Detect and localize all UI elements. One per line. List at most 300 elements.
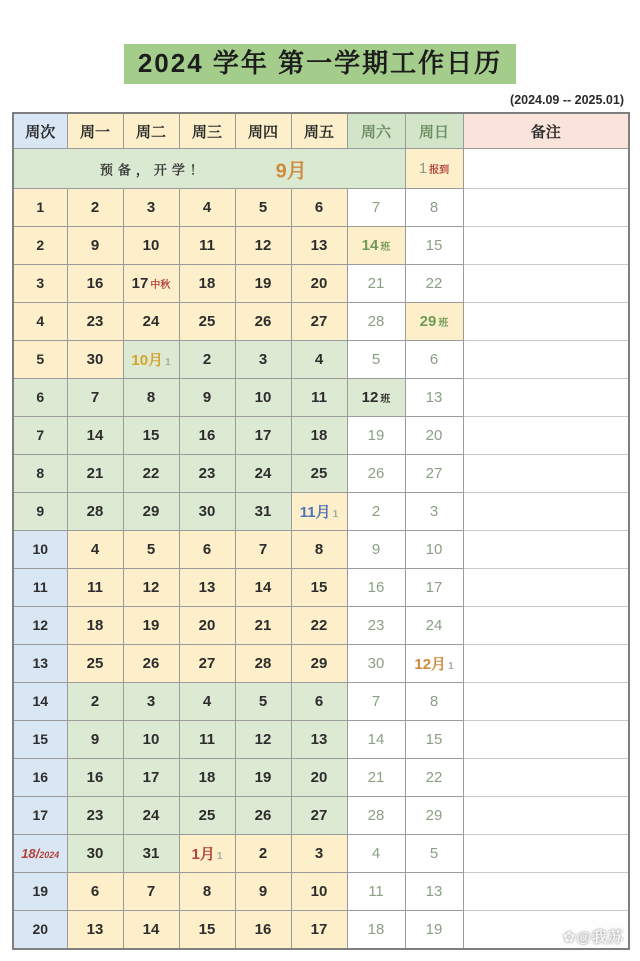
date-cell-saturday [347, 189, 405, 227]
date-cell-sunday [405, 531, 463, 569]
date-cell [67, 721, 123, 759]
week-number-cell [13, 835, 67, 873]
date-cell-sunday [405, 721, 463, 759]
week-row [13, 911, 629, 949]
date-cell-sunday [405, 873, 463, 911]
date-cell [235, 569, 291, 607]
week-row [13, 265, 629, 303]
note-cell [463, 227, 629, 265]
week-row [13, 569, 629, 607]
date-text: 8 [146, 388, 156, 406]
note-cell [463, 721, 629, 759]
date-cell [179, 797, 235, 835]
date-cell-sunday [405, 227, 463, 265]
date-text: 29 [419, 312, 437, 330]
date-cell [123, 873, 179, 911]
date-text: 20 [310, 274, 328, 292]
week-row [13, 645, 629, 683]
date-text: 2 [90, 198, 100, 216]
date-cell [179, 189, 235, 227]
date-text: 14 [142, 920, 160, 938]
date-cell [235, 227, 291, 265]
week-number-cell [13, 189, 67, 227]
note-cell [463, 149, 629, 189]
date-text: 11 [87, 578, 103, 596]
date-cell [235, 797, 291, 835]
date-cell-sunday [405, 417, 463, 455]
week-number-cell [13, 797, 67, 835]
date-text: 31 [254, 502, 272, 520]
date-annotation: 1 [216, 851, 223, 863]
date-cell [67, 189, 123, 227]
date-cell [67, 341, 123, 379]
date-text: 2 [371, 502, 381, 520]
date-cell-saturday [347, 721, 405, 759]
date-text: 23 [86, 806, 104, 824]
date-text: 23 [86, 312, 104, 330]
week-number-cell [13, 265, 67, 303]
date-text: 3 [36, 274, 45, 291]
date-text: 22 [142, 464, 160, 482]
date-cell-sunday [405, 569, 463, 607]
watermark-text: @我苏 [576, 929, 624, 946]
date-cell-sunday [405, 911, 463, 949]
date-text: 8 [314, 540, 324, 558]
column-header-周五: 周五 [291, 113, 347, 149]
date-text: 10 [32, 540, 49, 557]
date-cell [179, 607, 235, 645]
date-text: 13 [425, 882, 443, 900]
week-number-cell [13, 569, 67, 607]
date-text: 23 [367, 616, 385, 634]
date-text: 26 [254, 312, 272, 330]
date-cell-sunday [405, 683, 463, 721]
column-header-周日: 周日 [405, 113, 463, 149]
date-cell-sunday [405, 493, 463, 531]
date-text: 29 [142, 502, 160, 520]
date-cell [67, 645, 123, 683]
week-number-cell [13, 911, 67, 949]
date-cell [179, 721, 235, 759]
date-cell [291, 341, 347, 379]
date-text: 20 [425, 426, 443, 444]
date-text: 5 [429, 844, 439, 862]
date-text: 5 [258, 198, 268, 216]
date-cell [67, 569, 123, 607]
date-text: 11 [311, 388, 327, 406]
date-text: 2 [258, 844, 268, 862]
date-cell [67, 683, 123, 721]
date-text: 14 [86, 426, 104, 444]
date-text: 25 [310, 464, 328, 482]
date-cell [291, 683, 347, 721]
date-text: 10月 [131, 352, 164, 370]
note-cell [463, 759, 629, 797]
date-text: 6 [36, 388, 45, 405]
date-text: 25 [86, 654, 104, 672]
date-cell [291, 911, 347, 949]
note-cell [463, 189, 629, 227]
week-number-cell [13, 759, 67, 797]
note-cell [463, 379, 629, 417]
date-text: 6 [202, 540, 212, 558]
date-text: 10 [142, 730, 160, 748]
date-text: 21 [367, 768, 385, 786]
date-text: 12 [361, 388, 379, 406]
week-row [13, 455, 629, 493]
date-cell [179, 227, 235, 265]
date-text: 24 [425, 616, 443, 634]
date-text: 3 [314, 844, 324, 862]
date-annotation: 1 [448, 661, 454, 673]
date-text: 19 [32, 882, 49, 899]
date-text: 22 [310, 616, 328, 634]
date-cell [67, 873, 123, 911]
date-text: 22 [425, 274, 443, 292]
week-row [13, 759, 629, 797]
date-text: 9 [258, 882, 268, 900]
date-cell [179, 265, 235, 303]
date-range-subtitle: (2024.09 -- 2025.01) [510, 92, 624, 107]
date-cell-saturday [347, 911, 405, 949]
date-cell [123, 189, 179, 227]
week-number-cell [13, 645, 67, 683]
date-text: 7 [371, 692, 381, 710]
date-text: 11 [368, 882, 384, 900]
date-cell [179, 835, 235, 873]
date-cell [67, 911, 123, 949]
date-cell-sunday [405, 835, 463, 873]
date-text: 26 [367, 464, 385, 482]
date-text: 31 [142, 844, 160, 862]
date-text: 1月 [191, 846, 215, 864]
date-text: 5 [371, 350, 381, 368]
date-annotation: 中秋 [150, 279, 171, 291]
date-cell [179, 493, 235, 531]
date-cell-saturday [347, 341, 405, 379]
week-number-cell [13, 721, 67, 759]
date-text: 13 [32, 654, 49, 671]
date-cell [179, 911, 235, 949]
week-row [13, 303, 629, 341]
date-cell-saturday [347, 227, 405, 265]
date-cell [291, 417, 347, 455]
week-row [13, 379, 629, 417]
date-cell [291, 569, 347, 607]
date-cell [291, 873, 347, 911]
date-cell [67, 493, 123, 531]
date-text: 20 [32, 920, 49, 937]
calendar-table [12, 112, 630, 950]
column-header-周三: 周三 [179, 113, 235, 149]
date-cell-saturday [347, 607, 405, 645]
date-cell [123, 341, 179, 379]
date-text: 10 [254, 388, 272, 406]
date-cell [67, 797, 123, 835]
date-cell [291, 607, 347, 645]
date-text: 10 [310, 882, 328, 900]
date-text: 15 [32, 730, 49, 747]
date-text: 4 [202, 198, 212, 216]
week-row [13, 227, 629, 265]
date-cell [67, 303, 123, 341]
date-text: 3 [429, 502, 439, 520]
date-cell-sunday [405, 149, 463, 189]
date-cell [291, 493, 347, 531]
date-cell-sunday [405, 189, 463, 227]
date-text: 11月 [299, 504, 331, 522]
date-text: 4 [90, 540, 100, 558]
date-text: 5 [258, 692, 268, 710]
column-header-周六: 周六 [347, 113, 405, 149]
note-cell [463, 873, 629, 911]
week-row [13, 493, 629, 531]
date-text: 2 [36, 236, 45, 253]
note-cell [463, 797, 629, 835]
week-row [13, 531, 629, 569]
date-text: 30 [198, 502, 216, 520]
date-text: 16 [32, 768, 49, 785]
date-annotation: 报到 [429, 164, 450, 176]
date-cell [123, 455, 179, 493]
column-header-周四: 周四 [235, 113, 291, 149]
date-text: 27 [310, 312, 328, 330]
date-text: 21 [367, 274, 385, 292]
date-cell [67, 759, 123, 797]
date-text: 29 [425, 806, 443, 824]
week-number-cell [13, 341, 67, 379]
date-text: 28 [86, 502, 104, 520]
week-number-cell [13, 303, 67, 341]
date-cell [291, 189, 347, 227]
date-cell [291, 303, 347, 341]
date-cell [179, 303, 235, 341]
date-cell-sunday [405, 379, 463, 417]
date-text: 6 [314, 692, 324, 710]
date-text: 8 [36, 464, 45, 481]
date-text: 11 [199, 730, 215, 748]
wosu-logo-icon: ✿ [562, 929, 577, 946]
week-row [13, 721, 629, 759]
date-cell [235, 607, 291, 645]
date-cell [235, 911, 291, 949]
date-text: 4 [36, 312, 45, 329]
date-text: 2 [202, 350, 212, 368]
date-text: 27 [198, 654, 216, 672]
note-cell [463, 303, 629, 341]
date-text: 18 [198, 274, 216, 292]
date-text: 13 [86, 920, 104, 938]
date-text: 2 [90, 692, 100, 710]
column-header-备注: 备注 [463, 113, 629, 149]
date-text: 14 [367, 730, 385, 748]
date-cell [67, 607, 123, 645]
date-cell [67, 417, 123, 455]
date-cell [291, 379, 347, 417]
date-cell [235, 531, 291, 569]
date-text: 6 [314, 198, 324, 216]
note-cell [463, 417, 629, 455]
date-cell [235, 303, 291, 341]
date-cell [235, 417, 291, 455]
date-text: 19 [254, 768, 272, 786]
date-text: 15 [425, 730, 443, 748]
date-text: 19 [254, 274, 272, 292]
date-cell [123, 797, 179, 835]
date-text: 26 [254, 806, 272, 824]
date-text: 12 [254, 730, 272, 748]
date-text: 26 [142, 654, 160, 672]
date-cell [291, 759, 347, 797]
week-row [13, 835, 629, 873]
week-number-cell [13, 683, 67, 721]
date-text: 12月 [414, 656, 447, 674]
page-title: 2024 学年 第一学期工作日历 [124, 44, 516, 84]
date-cell [123, 379, 179, 417]
date-text: 6 [90, 882, 100, 900]
date-text: 19 [425, 920, 443, 938]
date-text: 28 [254, 654, 272, 672]
date-text: 9 [90, 236, 100, 254]
date-text: 12 [32, 616, 49, 633]
date-cell [179, 683, 235, 721]
date-cell [123, 569, 179, 607]
date-text: 8 [429, 692, 439, 710]
date-text: 1 [418, 159, 428, 177]
week-number-cell [13, 493, 67, 531]
date-cell [291, 531, 347, 569]
date-text: 8 [429, 198, 439, 216]
week-number-cell [13, 607, 67, 645]
date-cell [179, 341, 235, 379]
date-cell [179, 379, 235, 417]
date-text: 3 [258, 350, 268, 368]
date-text: 17 [310, 920, 328, 938]
date-text: 17 [425, 578, 443, 596]
banner-note-text: 预备，开学！ [99, 162, 208, 178]
date-text: 11 [199, 236, 215, 254]
date-cell [235, 341, 291, 379]
date-text: 6 [429, 350, 439, 368]
note-cell [463, 455, 629, 493]
note-cell [463, 531, 629, 569]
date-text: 9 [202, 388, 212, 406]
date-cell [123, 721, 179, 759]
week-number-cell [13, 417, 67, 455]
date-cell [67, 379, 123, 417]
date-cell [291, 645, 347, 683]
date-text: 17 [131, 274, 149, 292]
date-cell [123, 531, 179, 569]
date-cell [179, 569, 235, 607]
date-text: 15 [310, 578, 328, 596]
date-text: 3 [146, 692, 156, 710]
date-cell-saturday [347, 265, 405, 303]
date-text: 18 [86, 616, 104, 634]
note-cell [463, 265, 629, 303]
date-text: 18 [198, 768, 216, 786]
date-text: 22 [425, 768, 443, 786]
date-cell [123, 759, 179, 797]
week-row [13, 797, 629, 835]
date-cell [235, 455, 291, 493]
date-text: 17 [142, 768, 160, 786]
date-cell-saturday [347, 531, 405, 569]
date-annotation: 2024 [39, 849, 60, 860]
date-text: 7 [371, 198, 381, 216]
date-text: 4 [202, 692, 212, 710]
date-cell [235, 493, 291, 531]
date-annotation: 班 [438, 317, 449, 329]
note-cell [463, 607, 629, 645]
note-cell [463, 341, 629, 379]
date-text: 24 [254, 464, 272, 482]
week-row [13, 607, 629, 645]
date-text: 25 [198, 312, 216, 330]
date-cell-saturday [347, 379, 405, 417]
date-cell [123, 303, 179, 341]
week-number-cell [13, 227, 67, 265]
date-text: 12 [142, 578, 160, 596]
date-text: 18 [310, 426, 328, 444]
date-text: 4 [314, 350, 324, 368]
date-cell-saturday [347, 569, 405, 607]
note-cell [463, 493, 629, 531]
date-text: 30 [86, 350, 104, 368]
week-row [13, 683, 629, 721]
date-text: 27 [310, 806, 328, 824]
date-cell [67, 531, 123, 569]
note-cell [463, 683, 629, 721]
date-cell [291, 835, 347, 873]
week-number-cell [13, 531, 67, 569]
date-text: 13 [310, 236, 328, 254]
date-cell [235, 189, 291, 227]
date-text: 17 [32, 806, 49, 823]
date-text: 20 [198, 616, 216, 634]
date-text: 30 [86, 844, 104, 862]
date-annotation: 1 [165, 357, 171, 369]
date-text: 25 [198, 806, 216, 824]
note-cell [463, 835, 629, 873]
date-cell [123, 417, 179, 455]
date-annotation: 班 [380, 241, 391, 253]
date-text: 15 [425, 236, 443, 254]
date-text: 17 [254, 426, 272, 444]
date-text: 15 [198, 920, 216, 938]
date-cell [179, 873, 235, 911]
watermark [563, 926, 624, 947]
date-text: 7 [146, 882, 156, 900]
date-text: 7 [36, 426, 45, 443]
date-cell [291, 721, 347, 759]
column-header-周二: 周二 [123, 113, 179, 149]
date-text: 14 [32, 692, 49, 709]
calendar-body [13, 149, 629, 949]
date-text: 15 [142, 426, 160, 444]
date-text: 27 [425, 464, 443, 482]
date-cell-saturday [347, 835, 405, 873]
date-cell [67, 265, 123, 303]
date-cell [179, 531, 235, 569]
date-text: 1 [36, 198, 45, 215]
week-row [13, 873, 629, 911]
date-cell-saturday [347, 759, 405, 797]
date-text: 12 [254, 236, 272, 254]
date-cell-saturday [347, 455, 405, 493]
date-cell [123, 265, 179, 303]
date-text: 9 [36, 502, 45, 519]
